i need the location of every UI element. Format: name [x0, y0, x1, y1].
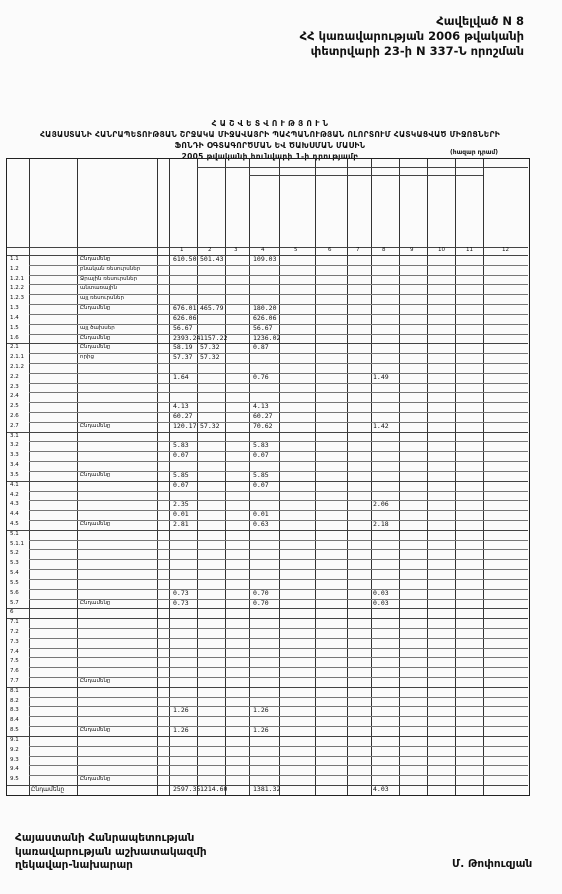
row-code: 7.5: [10, 658, 19, 664]
value-cell: 626.06: [253, 314, 277, 322]
header-line-2: ՀՀ կառավարության 2006 թվականի: [299, 29, 524, 43]
row-code: 5.5: [10, 580, 19, 586]
row-label: անտառային: [80, 285, 117, 291]
row-code: 1.5: [10, 325, 19, 331]
report-table: [6, 158, 530, 796]
value-cell: 0.07: [253, 451, 269, 459]
row-code: 6: [10, 609, 14, 615]
row-label: այլ ռեսուրսներ: [80, 295, 124, 301]
value-cell: 60.27: [253, 412, 273, 420]
row-rule: [29, 648, 528, 649]
row-code: 2.5: [10, 403, 19, 409]
row-label: Ընդամենը: [80, 335, 111, 341]
row-label: Ընդամենը: [80, 305, 111, 311]
value-cell: 56.67: [253, 324, 273, 332]
column-number: 5: [294, 247, 298, 253]
row-rule: [7, 736, 528, 737]
row-label: որից: [80, 354, 94, 360]
signature-title-1: Հայաստանի Հանրապետության: [15, 832, 195, 844]
value-cell: 57.32: [200, 353, 220, 361]
row-label: Ընդամենը: [80, 521, 111, 527]
value-cell: 501.43: [200, 255, 224, 263]
value-cell: 2.35: [173, 500, 189, 508]
row-rule: [29, 491, 528, 492]
value-cell: 5.85: [173, 471, 189, 479]
total-value: 1381.32: [253, 785, 281, 793]
row-rule: [7, 481, 528, 482]
row-rule: [29, 569, 528, 570]
row-rule: [29, 412, 528, 413]
row-code: 1.2.2: [10, 285, 24, 291]
column-number: 3: [234, 247, 238, 253]
column-number: 4: [261, 247, 265, 253]
row-rule: [29, 363, 528, 364]
row-code: 1.6: [10, 335, 19, 341]
value-cell: 0.07: [253, 481, 269, 489]
row-code: 2.1.2: [10, 364, 24, 370]
row-rule: [29, 589, 528, 590]
row-code: 8.3: [10, 707, 19, 713]
value-cell: 60.27: [173, 412, 193, 420]
row-rule: [249, 175, 371, 176]
value-cell: 0.03: [373, 599, 389, 607]
value-cell: 1.26: [173, 706, 189, 714]
value-cell: 57.32: [200, 343, 220, 351]
value-cell: 1157.22: [200, 334, 228, 342]
row-rule: [29, 402, 528, 403]
row-code: 9.1: [10, 737, 19, 743]
row-code: 4.3: [10, 501, 19, 507]
row-rule: [29, 559, 528, 560]
column-number: 7: [356, 247, 360, 253]
row-rule: [7, 247, 528, 248]
column-number: 6: [328, 247, 332, 253]
row-rule: [7, 608, 528, 609]
value-cell: 676.01: [173, 304, 197, 312]
row-rule: [29, 500, 528, 501]
row-code: 8.5: [10, 727, 19, 733]
column-number: 10: [438, 247, 445, 253]
value-cell: 70.62: [253, 422, 273, 430]
value-cell: 1.26: [173, 726, 189, 734]
row-code: 4.4: [10, 511, 19, 517]
value-cell: 0.07: [173, 481, 189, 489]
title-line-1: Հ Ա Շ Վ Ե Տ Վ Ո Ւ Թ Յ Ո Ւ Ն: [211, 119, 329, 128]
row-rule: [7, 530, 528, 531]
value-cell: 1.49: [373, 373, 389, 381]
row-code: 8.1: [10, 688, 19, 694]
value-cell: 626.06: [173, 314, 197, 322]
row-rule: [29, 383, 528, 384]
column-number: 1: [180, 247, 184, 253]
row-code: 4.2: [10, 492, 19, 498]
row-code: 1.4: [10, 315, 19, 321]
row-code: 5.3: [10, 560, 19, 566]
row-code: 4.1: [10, 482, 19, 488]
row-code: 2.4: [10, 393, 19, 399]
value-cell: 58.19: [173, 343, 193, 351]
value-cell: 610.50: [173, 255, 197, 263]
row-label: Ընդամենը: [80, 727, 111, 733]
value-cell: 0.07: [173, 451, 189, 459]
row-label: Ընդամենը: [80, 600, 111, 606]
row-code: 3.2: [10, 442, 19, 448]
value-cell: 0.03: [373, 589, 389, 597]
column-number: 8: [382, 247, 386, 253]
value-cell: 2.81: [173, 520, 189, 528]
row-code: 3.1: [10, 433, 19, 439]
row-label: Ընդամենը: [80, 423, 111, 429]
row-rule: [29, 540, 528, 541]
row-code: 1.1: [10, 256, 19, 262]
row-code: 7.4: [10, 649, 19, 655]
row-rule: [29, 628, 528, 629]
row-rule: [29, 716, 528, 717]
row-code: 9.3: [10, 757, 19, 763]
header-line-3: փետրվարի 23-ի N 337-Ն որոշման: [310, 44, 524, 58]
value-cell: 0.76: [253, 373, 269, 381]
row-rule: [29, 314, 528, 315]
row-code: 5.2: [10, 550, 19, 556]
row-code: 7.1: [10, 619, 19, 625]
row-code: 7.6: [10, 668, 19, 674]
value-cell: 1.26: [253, 726, 269, 734]
value-cell: 120.17: [173, 422, 197, 430]
column-number: 2: [208, 247, 212, 253]
document-header: [294, 14, 524, 59]
row-code: 5.4: [10, 570, 19, 576]
row-rule: [29, 756, 528, 757]
row-rule: [7, 687, 528, 688]
value-cell: 0.70: [253, 599, 269, 607]
row-code: 2.3: [10, 384, 19, 390]
value-cell: 109.03: [253, 255, 277, 263]
row-code: 5.1: [10, 531, 19, 537]
value-cell: 56.67: [173, 324, 193, 332]
row-rule: [29, 353, 528, 354]
column-number: 11: [466, 247, 473, 253]
value-cell: 2393.24: [173, 334, 201, 342]
value-cell: 57.37: [173, 353, 193, 361]
value-cell: 180.20: [253, 304, 277, 312]
row-code: 1.2.3: [10, 295, 24, 301]
row-rule: [197, 167, 528, 168]
total-value: 2597.35: [173, 785, 201, 793]
row-label: Ընդամենը: [80, 776, 111, 782]
value-cell: 465.79: [200, 304, 224, 312]
value-cell: 0.87: [253, 343, 269, 351]
signature-title-3: ղեկավար-նախարար: [15, 859, 133, 871]
title-line-4: 2005 թվականի հունվարի 1-ի դրությամբ: [181, 152, 359, 161]
row-code: 3.5: [10, 472, 19, 478]
column-number: 12: [502, 247, 509, 253]
header-line-1: Հավելված N 8: [436, 14, 524, 28]
row-code: 5.6: [10, 590, 19, 596]
signatory-name: Մ. Թոփուզյան: [452, 858, 533, 870]
value-cell: 57.32: [200, 422, 220, 430]
row-code: 3.4: [10, 462, 19, 468]
row-code: 9.2: [10, 747, 19, 753]
row-code: 7.2: [10, 629, 19, 635]
row-rule: [29, 746, 528, 747]
row-rule: [29, 667, 528, 668]
row-rule: [29, 706, 528, 707]
signature-title-2: կառավարության աշխատակազմի: [15, 845, 207, 858]
row-rule: [7, 343, 528, 344]
value-cell: 0.01: [173, 510, 189, 518]
row-rule: [7, 432, 528, 433]
value-cell: 0.63: [253, 520, 269, 528]
row-code: 1.3: [10, 305, 19, 311]
value-cell: 5.85: [253, 471, 269, 479]
row-code: 4.5: [10, 521, 19, 527]
value-cell: 0.73: [173, 589, 189, 597]
signature-block: [15, 832, 207, 873]
row-code: 1.2: [10, 266, 19, 272]
row-code: 2.7: [10, 423, 19, 429]
total-label: Ընդամենը: [31, 786, 65, 793]
value-cell: 2.06: [373, 500, 389, 508]
row-rule: [29, 697, 528, 698]
title-line-3: ՖՈՆԴԻ ՕԳՏԱԳՈՐԾՄԱՆ ԵՎ ԾԱԽՍՄԱՆ ՄԱՍԻՆ: [174, 141, 366, 150]
row-code: 2.2: [10, 374, 19, 380]
value-cell: 0.73: [173, 599, 189, 607]
row-rule: [29, 451, 528, 452]
row-code: 5.1.1: [10, 541, 24, 547]
value-cell: 4.13: [173, 402, 189, 410]
row-label: Ընդամենը: [80, 678, 111, 684]
value-cell: 2.18: [373, 520, 389, 528]
row-rule: [29, 765, 528, 766]
row-rule: [29, 579, 528, 580]
value-cell: 5.83: [253, 441, 269, 449]
row-label: այլ ծախսեր: [80, 325, 115, 331]
row-code: 2.1: [10, 344, 19, 350]
row-rule: [29, 657, 528, 658]
row-rule: [29, 549, 528, 550]
value-cell: 5.83: [173, 441, 189, 449]
row-code: 2.6: [10, 413, 19, 419]
row-code: 1.2.1: [10, 276, 24, 282]
value-cell: 0.70: [253, 589, 269, 597]
row-rule: [29, 441, 528, 442]
row-rule: [29, 373, 528, 374]
document-title: [40, 118, 500, 162]
row-rule: [29, 638, 528, 639]
value-cell: 4.13: [253, 402, 269, 410]
row-code: 2.1.1: [10, 354, 24, 360]
title-line-2: ՀԱՅԱՍՏԱՆԻ ՀԱՆՐԱՊԵՏՈՒԹՅԱՆ ՇՐՋԱԿԱ ՄԻՋԱՎԱՅՐԻ ՊԱՀՊԱՆՈՒԹՅԱՆ ՈԼՈՐՏՈՒՄ ՀԱՏԿԱՑՎԱԾ ՄԻՋՈՑՆԵՐԻ: [40, 130, 501, 139]
row-code: 9.5: [10, 776, 19, 782]
row-rule: [29, 510, 528, 511]
row-code: 7.3: [10, 639, 19, 645]
row-rule: [371, 175, 483, 176]
row-code: 8.2: [10, 698, 19, 704]
row-code: 5.7: [10, 600, 19, 606]
value-cell: 0.01: [253, 510, 269, 518]
value-cell: 1.42: [373, 422, 389, 430]
row-rule: [7, 618, 528, 619]
row-rule: [29, 461, 528, 462]
value-cell: 1236.02: [253, 334, 281, 342]
total-value: 1214.60: [200, 785, 228, 793]
row-code: 8.4: [10, 717, 19, 723]
unit-note: (հազար դրամ): [450, 149, 498, 156]
row-label: Ընդամենը: [80, 472, 111, 478]
row-label: Ընդամենը: [80, 256, 111, 262]
row-label: Ջրային ռեսուրսներ: [80, 276, 138, 282]
row-rule: [29, 392, 528, 393]
row-code: 3.3: [10, 452, 19, 458]
value-cell: 1.64: [173, 373, 189, 381]
row-label: Ընդամենը: [80, 344, 111, 350]
total-value: 4.03: [373, 785, 389, 793]
value-cell: 1.26: [253, 706, 269, 714]
row-label: բնական ռեսուրսներ: [80, 266, 141, 272]
row-code: 7.7: [10, 678, 19, 684]
column-number: 9: [410, 247, 414, 253]
row-code: 9.4: [10, 766, 19, 772]
